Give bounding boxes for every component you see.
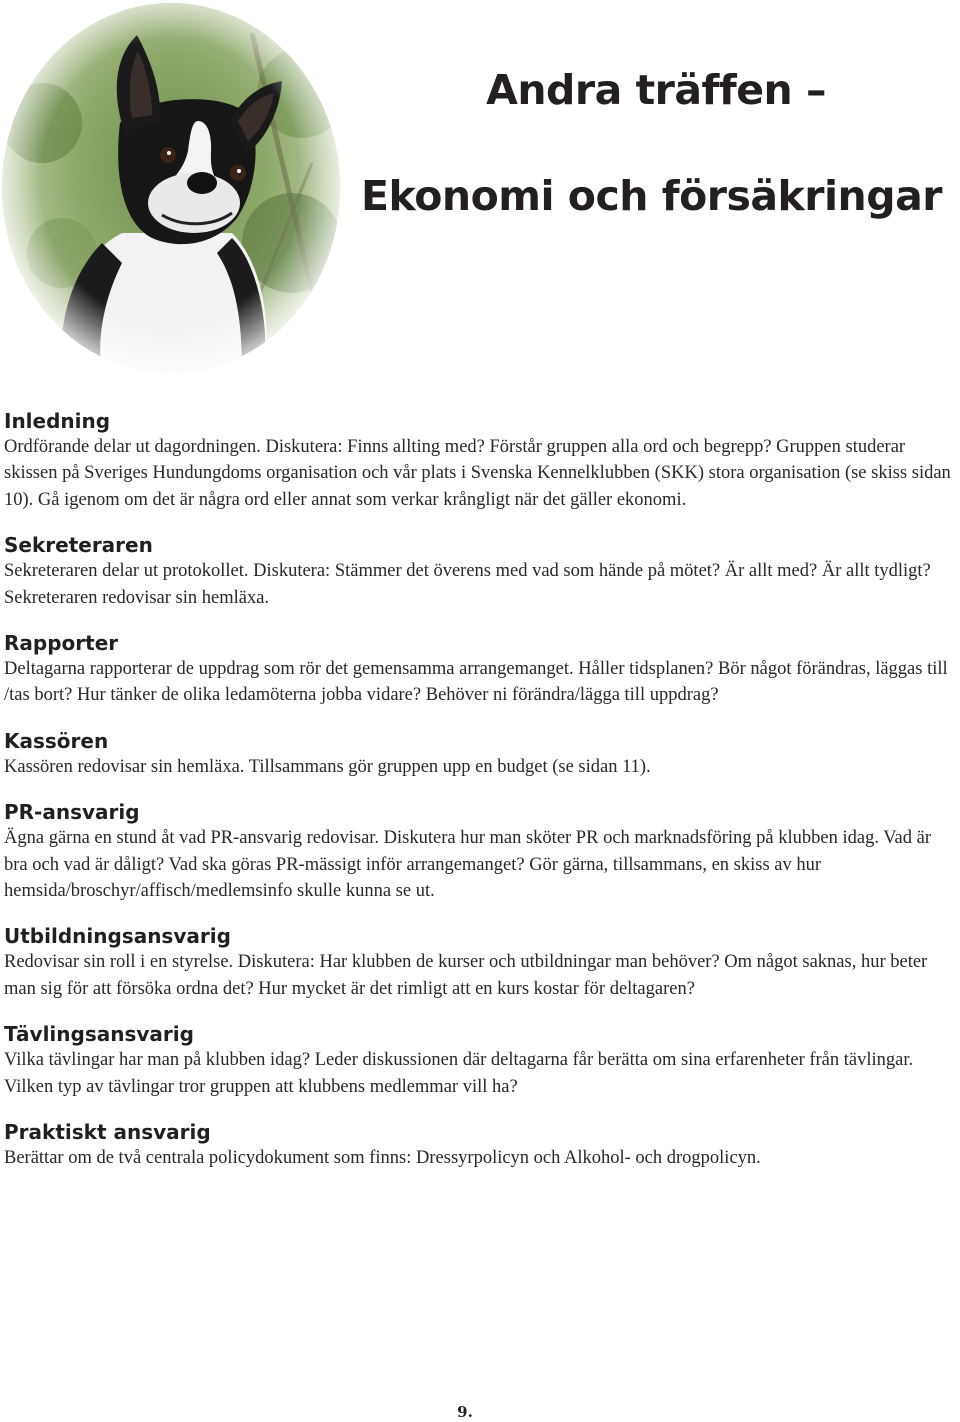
section-rapporter [4, 630, 956, 709]
section-heading: Tävlingsansvarig [4, 1022, 194, 1047]
section-tavlingsansvarig [4, 1021, 956, 1100]
section-sekreteraren [4, 532, 956, 611]
page-title-line-1: Andra träffen – [486, 66, 826, 114]
section-pr-ansvarig [4, 799, 956, 904]
section-heading: Inledning [4, 409, 111, 433]
section-heading: Praktiskt ansvarig [4, 1120, 211, 1145]
section-text: Redovisar sin roll i en styrelse. Diskutera: Har klubben de kurser och utbildningar man behöver? Om något saknas, hur beter man sig för att försöka ordna det? Hur mycket är det rimligt att en kurs kostar för deltagaren? [4, 952, 928, 999]
section-text: Ägna gärna en stund åt vad PR-ansvarig redovisar. Diskutera hur man sköter PR och marknadsföring på klubben idag. Vad är bra och vad är dåligt? Vad ska göras PR-mässigt inför arrangemanget? Gör gärna, tillsammans, en skiss av hur hemsida/broschyr/affisch/medlemsinfo skulle kunna se ut. [4, 828, 932, 902]
section-utbildningsansvarig [4, 923, 956, 1002]
section-heading: Rapporter [4, 631, 119, 656]
section-text: Kassören redovisar sin hemläxa. Tillsammans gör gruppen upp en budget (se sidan 11). [4, 756, 651, 777]
boston-terrier-photo [2, 3, 340, 373]
section-text: Sekreteraren delar ut protokollet. Diskutera: Stämmer det överens med vad som hände på mötet? Är allt med? Är allt tydligt? Sekreteraren redovisar sin hemläxa. [4, 561, 931, 608]
section-heading: Sekreteraren [4, 533, 153, 558]
section-text: Vilka tävlingar har man på klubben idag? Leder diskussionen där deltagarna får berätta om sina erfarenheter från tävlingar. Vilken typ av tävlingar tror gruppen att klubbens medlemmar vill ha? [4, 1050, 914, 1097]
section-text: Deltagarna rapporterar de uppdrag som rör det gemensamma arrangemanget. Håller tidsplanen? Bör något förändras, läggas till /tas bort? Hur tänker de olika ledamöterna jobba vidare? Behöver ni förändra/lägga till uppdrag? [4, 659, 948, 706]
page-number: 9. [457, 1403, 473, 1421]
document-body [4, 408, 956, 1191]
section-praktiskt-ansvarig [4, 1119, 956, 1171]
section-inledning [4, 408, 956, 513]
section-kassoren [4, 728, 956, 780]
section-heading: Utbildningsansvarig [4, 924, 231, 949]
page-title-line-2: Ekonomi och försäkringar [361, 172, 942, 220]
section-text: Ordförande delar ut dagordningen. Diskutera: Finns allting med? Förstår gruppen alla ord och begrepp? Gruppen studerar skissen på Sveriges Hundungdoms organisation och vår plats i Svenska Kennelklubben (SKK) stora organisation (se skiss sidan 10). Gå igenom om det är några ord eller annat som verkar krångligt när det gäller ekonomi. [4, 437, 951, 510]
section-heading: PR-ansvarig [4, 800, 140, 825]
section-text: Berättar om de två centrala policydokument som finns: Dressyrpolicyn och Alkohol- och drogpolicyn. [4, 1148, 761, 1169]
section-heading: Kassören [4, 728, 109, 753]
